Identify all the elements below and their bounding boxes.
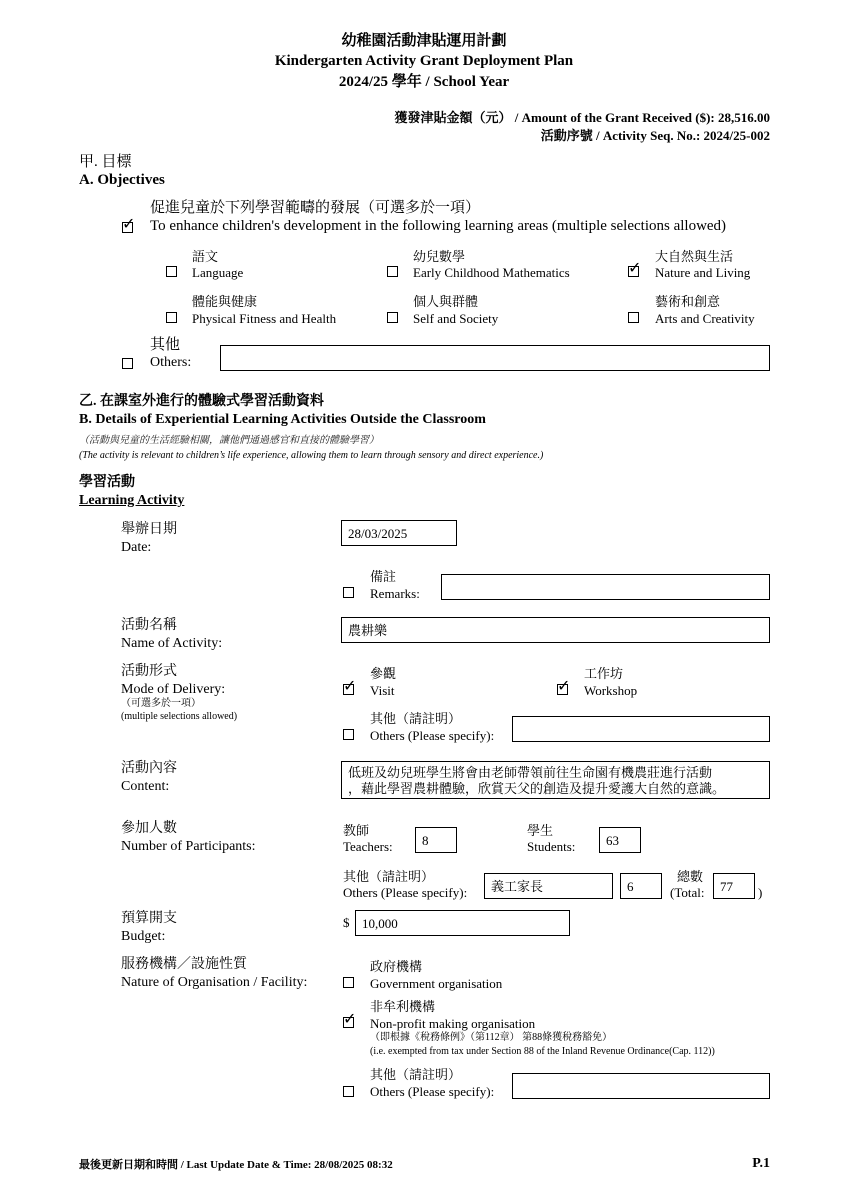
gov-label-zh: 政府機構	[370, 959, 423, 974]
others-input[interactable]	[220, 345, 770, 371]
area-language-en: Language	[192, 265, 244, 280]
org-others-label-en: Others (Please specify):	[370, 1084, 495, 1099]
area-math-zh: 幼兒數學	[413, 249, 466, 264]
area-arts-zh: 藝術和創意	[655, 294, 721, 309]
mode-label-zh: 活動形式	[121, 664, 177, 679]
total-field[interactable]: 77	[713, 873, 755, 899]
section-b-note-zh: （活動與兒童的生活經驗相關，讓他們通過感官和直接的體驗學習）	[79, 435, 379, 446]
title-en: Kindergarten Activity Grant Deployment Plan	[274, 53, 574, 69]
section-a-heading-zh: 甲. 目標	[79, 154, 132, 170]
remarks-checkbox[interactable]	[343, 587, 354, 598]
area-nature-checkbox[interactable]	[628, 258, 642, 277]
learning-activity-zh: 學習活動	[79, 475, 135, 490]
section-b-heading-en: B. Details of Experiential Learning Activities Outside the Classroom	[79, 412, 486, 427]
workshop-label-zh: 工作坊	[584, 666, 624, 681]
students-field[interactable]: 63	[599, 827, 641, 853]
participants-label-en: Number of Participants:	[121, 839, 256, 854]
area-arts-en: Arts and Creativity	[655, 311, 755, 326]
section-a-heading-en: A. Objectives	[79, 172, 165, 188]
p-others-label-zh: 其他（請註明）	[343, 869, 435, 884]
check-icon: ✓	[343, 1009, 357, 1028]
p-others-count-field[interactable]: 6	[620, 873, 662, 899]
grant-amount: 獲發津貼金額（元） / Amount of the Grant Received ($): 28,516.00	[394, 110, 770, 125]
others-checkbox[interactable]	[122, 358, 133, 369]
content-line-1: 低班及幼兒班學生將會由老師帶領前往生命園有機農莊進行活動	[348, 765, 713, 780]
mode-note-zh: （可選多於一項）	[121, 698, 201, 709]
mode-others-label-zh: 其他（請註明）	[370, 711, 462, 726]
remarks-label-zh: 備註	[370, 569, 397, 584]
activity-seq: 活動序號 / Activity Seq. No.: 2024/25-002	[540, 128, 770, 143]
p-others-label-en: Others (Please specify):	[343, 885, 468, 900]
budget-field[interactable]: 10,000	[355, 910, 570, 936]
teachers-field[interactable]: 8	[415, 827, 457, 853]
learning-activity-en: Learning Activity	[79, 493, 185, 508]
npo-note-en: (i.e. exempted from tax under Section 88 of the Inland Revenue Ordinance(Cap. 112))	[370, 1046, 715, 1057]
area-math-checkbox[interactable]	[387, 266, 398, 277]
last-update: 最後更新日期和時間 / Last Update Date & Time: 28/08/2025 08:32	[79, 1159, 393, 1171]
section-b-note-en: (The activity is relevant to children’s life experience, allowing them to learn through sensory and direct experience.)	[79, 450, 544, 461]
visit-label-en: Visit	[370, 683, 395, 698]
students-label-zh: 學生	[527, 823, 554, 838]
date-label-zh: 舉辦日期	[121, 522, 177, 537]
npo-checkbox[interactable]	[343, 1009, 357, 1028]
area-physical-en: Physical Fitness and Health	[192, 311, 337, 326]
org-others-checkbox[interactable]	[343, 1086, 354, 1097]
students-label-en: Students:	[527, 839, 576, 854]
enhance-checkbox[interactable]	[122, 214, 136, 233]
content-label-en: Content:	[121, 779, 170, 794]
participants-label-zh: 參加人數	[121, 821, 177, 836]
gov-checkbox[interactable]	[343, 977, 354, 988]
remarks-input[interactable]	[441, 574, 770, 600]
org-others-label-zh: 其他（請註明）	[370, 1067, 462, 1082]
org-label-en: Nature of Organisation / Facility:	[121, 975, 308, 990]
mode-label-en: Mode of Delivery:	[121, 682, 226, 697]
gov-label-en: Government organisation	[370, 976, 503, 991]
budget-label-zh: 預算開支	[121, 911, 177, 926]
check-icon: ✓	[122, 214, 136, 233]
area-language-zh: 語文	[192, 249, 219, 264]
check-icon: ✓	[628, 258, 642, 277]
others-label-zh: 其他	[150, 337, 181, 353]
visit-checkbox[interactable]	[343, 676, 357, 695]
area-nature-zh: 大自然與生活	[655, 249, 734, 264]
area-language-checkbox[interactable]	[166, 266, 177, 277]
check-icon: ✓	[557, 676, 571, 695]
teachers-label-zh: 教師	[343, 823, 370, 838]
teachers-label-en: Teachers:	[343, 839, 393, 854]
p-others-desc-field[interactable]: 義工家長	[484, 873, 613, 899]
area-self-en: Self and Society	[413, 311, 499, 326]
mode-others-checkbox[interactable]	[343, 729, 354, 740]
remarks-label-en: Remarks:	[370, 586, 420, 601]
activity-name-label-en: Name of Activity:	[121, 636, 223, 651]
others-label-en: Others:	[150, 355, 192, 370]
visit-label-zh: 參觀	[370, 666, 397, 681]
budget-label-en: Budget:	[121, 929, 166, 944]
area-arts-checkbox[interactable]	[628, 312, 639, 323]
activity-name-label-zh: 活動名稱	[121, 618, 177, 633]
page-number: P.1	[752, 1156, 770, 1171]
area-physical-checkbox[interactable]	[166, 312, 177, 323]
workshop-checkbox[interactable]	[557, 676, 571, 695]
enhance-label-zh: 促進兒童於下列學習範疇的發展（可選多於一項）	[150, 200, 481, 216]
date-field[interactable]: 28/03/2025	[341, 520, 457, 546]
budget-currency: $	[343, 915, 350, 930]
content-line-2: ，藉此學習農耕體驗，欣賞天父的創造及提升愛護大自然的意識。	[348, 781, 726, 796]
area-math-en: Early Childhood Mathematics	[413, 265, 570, 280]
title-zh: 幼稚園活動津貼運用計劃	[341, 33, 507, 49]
school-year: 2024/25 學年 / School Year	[338, 74, 510, 90]
npo-label-en: Non-profit making organisation	[370, 1016, 536, 1031]
area-physical-zh: 體能與健康	[192, 294, 258, 309]
npo-label-zh: 非牟利機構	[370, 999, 436, 1014]
workshop-label-en: Workshop	[584, 683, 638, 698]
date-label-en: Date:	[121, 540, 152, 555]
total-label-en: (Total:	[670, 885, 705, 900]
area-self-zh: 個人與群體	[413, 294, 479, 309]
org-others-input[interactable]	[512, 1073, 770, 1099]
activity-name-field[interactable]: 農耕樂	[341, 617, 770, 643]
mode-others-label-en: Others (Please specify):	[370, 728, 495, 743]
check-icon: ✓	[343, 676, 357, 695]
enhance-label-en: To enhance children's development in the following learning areas (multiple selections allowed)	[150, 218, 727, 234]
total-label-zh: 總數	[677, 869, 704, 884]
content-field[interactable]	[341, 761, 770, 799]
area-nature-en: Nature and Living	[655, 265, 751, 280]
total-close: )	[758, 885, 763, 900]
mode-note-en: (multiple selections allowed)	[121, 711, 238, 722]
section-b-heading-zh: 乙. 在課室外進行的體驗式學習活動資料	[79, 394, 324, 409]
area-self-checkbox[interactable]	[387, 312, 398, 323]
content-label-zh: 活動內容	[121, 761, 177, 776]
npo-note-zh: （即根據《稅務條例》（第112章） 第88條獲稅務豁免）	[370, 1032, 613, 1043]
org-label-zh: 服務機構／設施性質	[121, 957, 247, 972]
mode-others-input[interactable]	[512, 716, 770, 742]
